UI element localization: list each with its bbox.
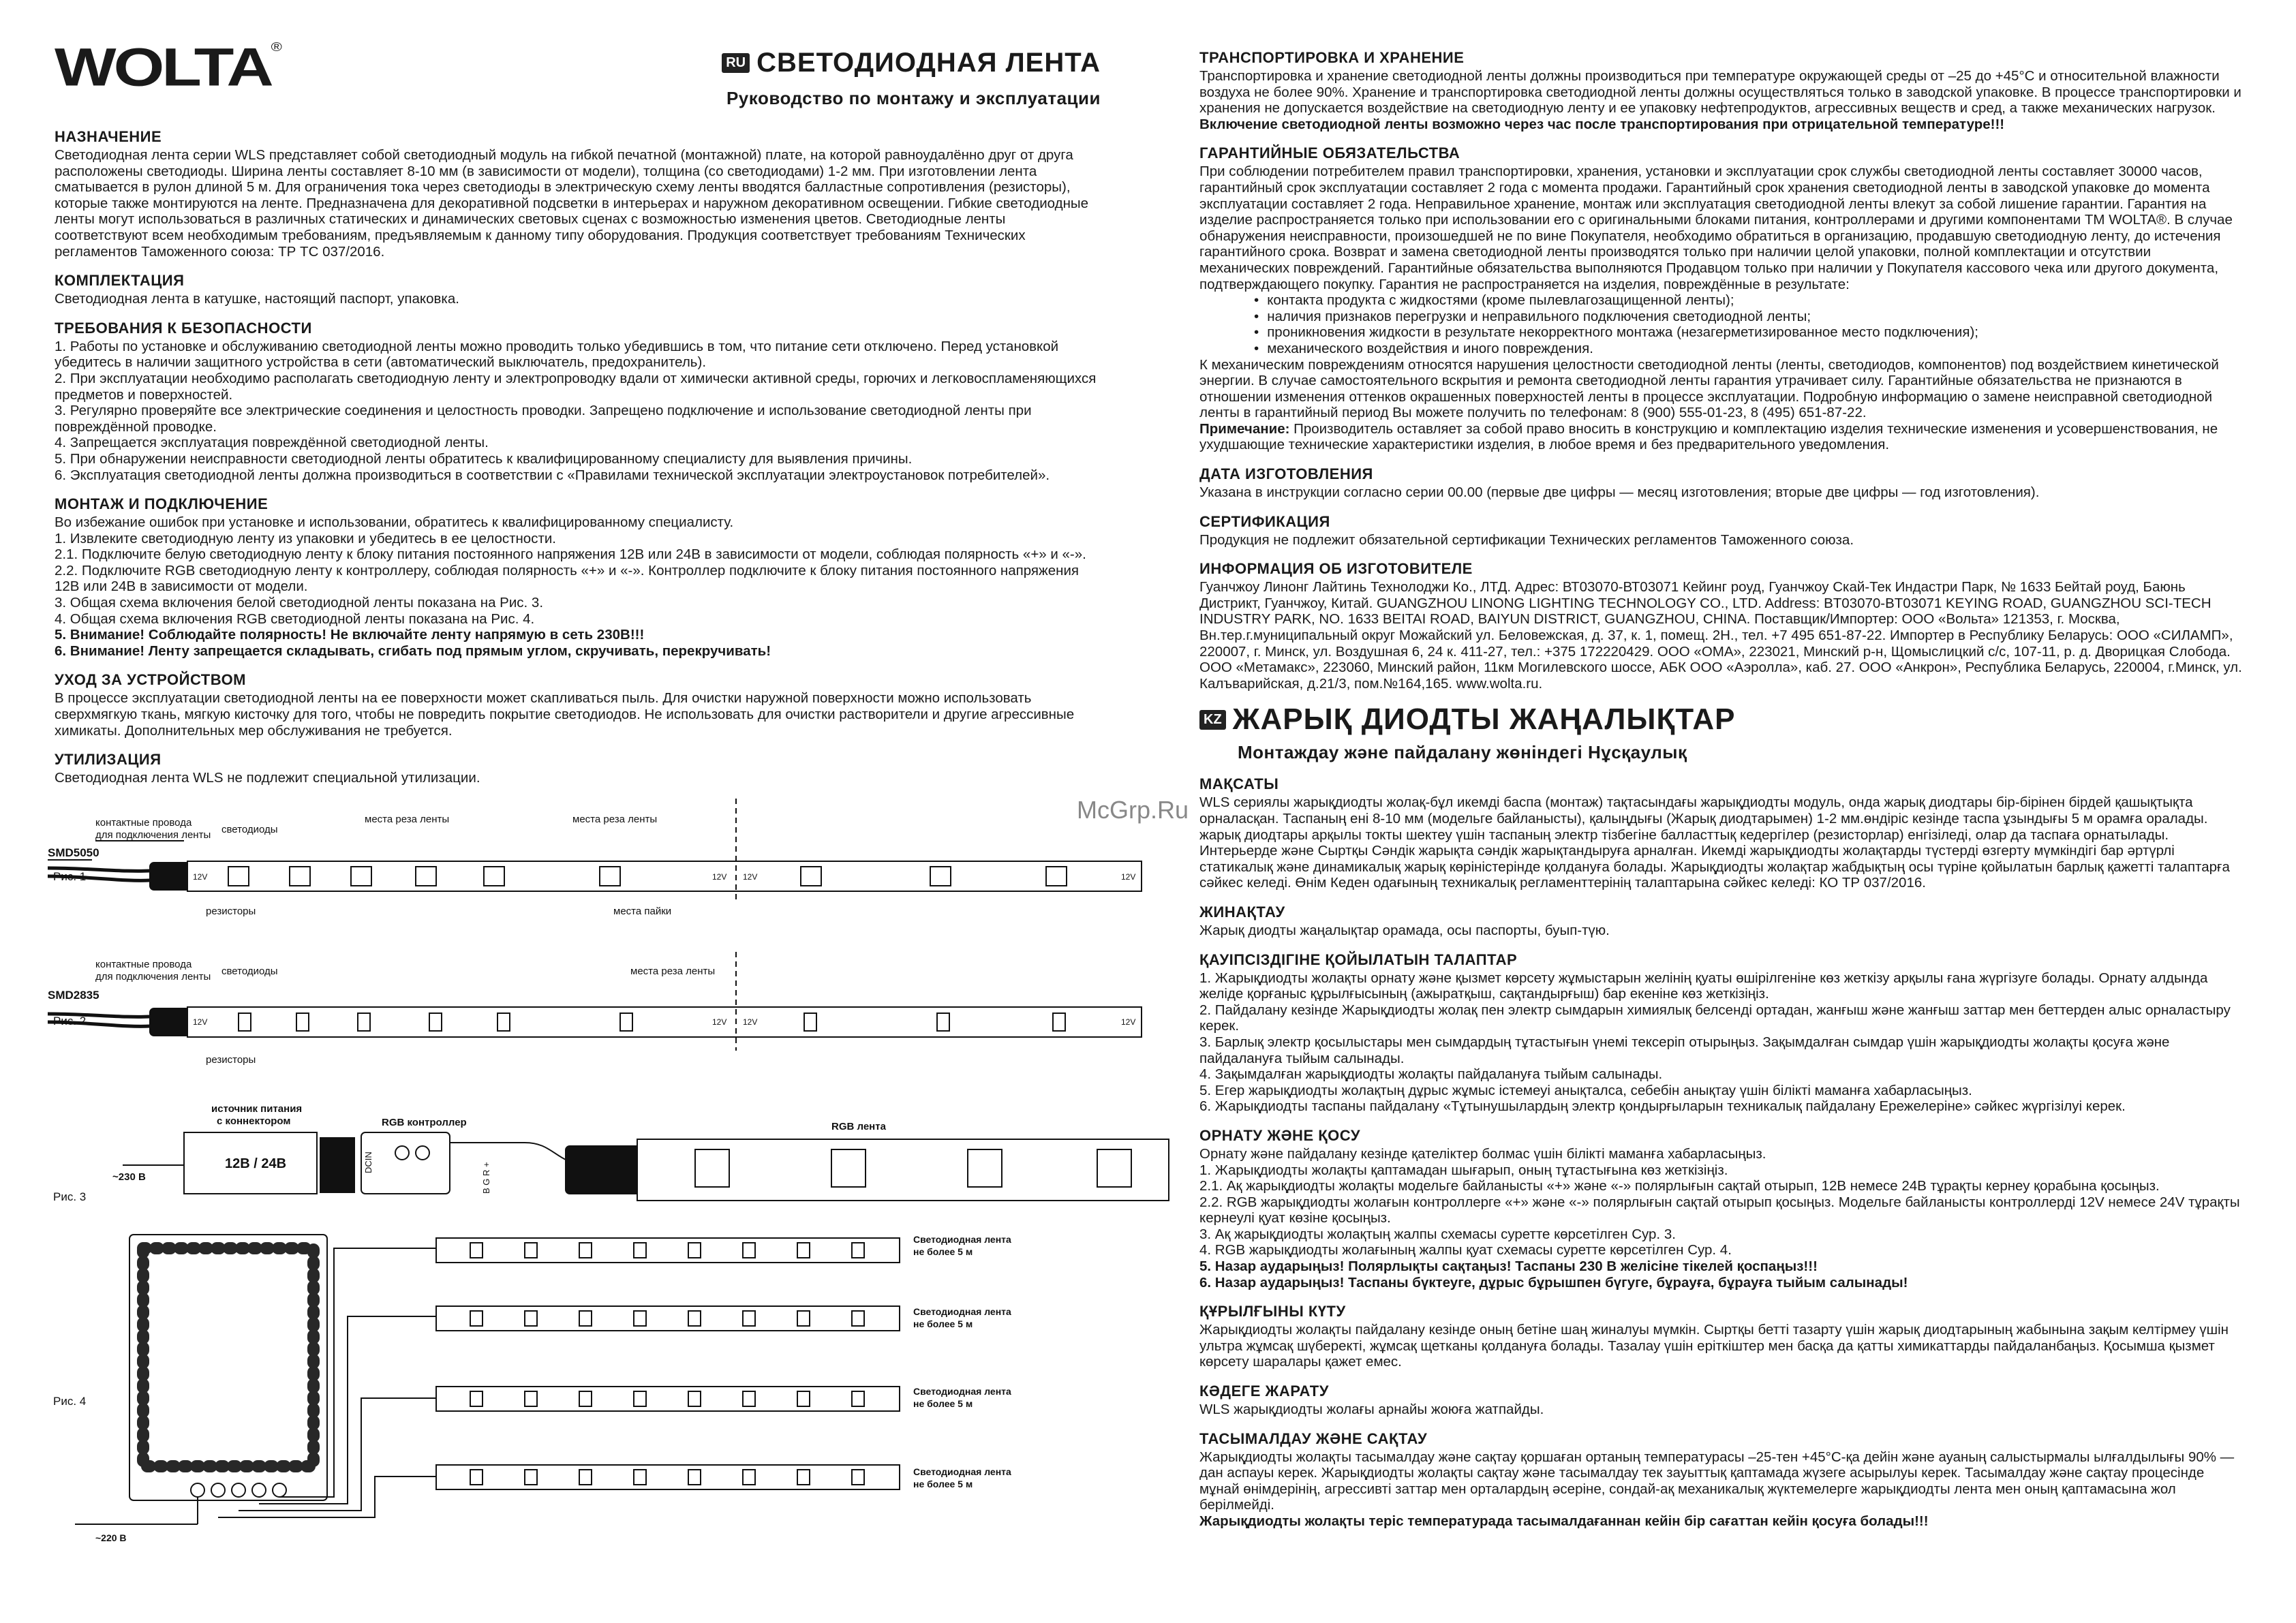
transport-text: Транспортировка и хранение светодиодной ленты должны производиться при температуре окружающей среды от –25 до +45°С и относительной влажности воздуха не более 90%. Хранение и транспортировка светодиодной ленты должны осуществляться только в заводской упаковке. В процессе транспортировки и хранения не допускается воздействие на светодиодную ленту и ее упаковку нефтепродуктов, агрессивных веществ и сред, а также механических нагрузок. — [1199, 68, 2241, 117]
mount-item: 4. Общая схема включения RGB светодиодной ленты показана на Рис. 4. — [55, 610, 535, 627]
ru-subtitle: Руководство по монтажу и эксплуатации — [726, 88, 1101, 108]
logo-text: WOLTA® — [55, 37, 282, 97]
ru-header — [722, 48, 1101, 109]
strip-label: Светодиодная лента — [913, 1466, 1011, 1477]
bgr-label: B G R + — [481, 1162, 491, 1194]
kz-safety-heading: ҚАУІПСІЗДІГІНЕ ҚОЙЫЛАТЫН ТАЛАПТАР — [1199, 950, 1518, 968]
safety-list — [55, 339, 1101, 483]
safety-item: 6. Эксплуатация светодиодной ленты должна производиться в соответствии с «Правилами технической эксплуатации электроустановок потребителей». — [55, 467, 1050, 483]
kit-text: Светодиодная лента в катушке, настоящий паспорт, упаковка. — [55, 291, 459, 307]
note-text: Производитель оставляет за собой право вносить в конструкцию и комплектацию изделия технические изменения и усовершенствования, не ухудшающие технические характеристики изделия, в любое время и без предварительного уведомления. — [1199, 420, 2218, 453]
warranty-heading: ГАРАНТИЙНЫЕ ОБЯЗАТЕЛЬСТВА — [1199, 144, 1460, 162]
safety-item: 4. Запрещается эксплуатация повреждённой светодиодной ленты. — [55, 435, 489, 451]
mount-item: 1. Жарықдиодты жолақты қаптамадан шығарып, оның тұтастығына көз жеткізіңіз. — [1199, 1162, 1728, 1178]
mount-item: 4. RGB жарықдиодты жолағының жалпы қуат схемасы суретте көрсетілген Сур. 4. — [1199, 1242, 1732, 1258]
safety-item: 4. Зақымдалған жарықдиодты жолақты пайдалануға тыйым салынады. — [1199, 1066, 1663, 1083]
safety-item: 5. При обнаружении неисправности светодиодной ленты обратитесь к квалифицированному специалисту для выявления причины. — [55, 450, 913, 467]
mount-item: 2.1. Ақ жарықдиодты жолақты модельге байланысты «+» және «-» полярлығын сақтай отырып, 12В немесе 24В тұрақты кернеу қорабына қосыңыз. — [1199, 1178, 2160, 1194]
list-item: • механического воздействия и иного повреждения. — [1254, 341, 2242, 357]
safety-item: 2. Пайдалану кезінде Жарықдиодты жолақ пен электр сымдарын химиялық белсенді ортадан, жанғыш және жанғыш заттар мен беттерден алыс орналастыру керек. — [1199, 1002, 2231, 1034]
fig3-rgb-wiring — [53, 1103, 1169, 1203]
kz-subtitle: Монтаждау және пайдалану жөніндегі Нұсқаулық — [1238, 742, 1687, 763]
fig2-strip-2835 — [48, 952, 1142, 1066]
purpose-heading: НАЗНАЧЕНИЕ — [55, 128, 162, 145]
strip-label: не более 5 м — [913, 1478, 973, 1489]
fig1-strip-5050 — [48, 799, 1142, 917]
brand-logo — [55, 37, 1101, 116]
kz-kit-heading: ЖИНАҚТАУ — [1199, 903, 1285, 921]
maker-heading: ИНФОРМАЦИЯ ОБ ИЗГОТОВИТЕЛЕ — [1199, 560, 1473, 578]
kz-transport-warning: Жарықдиодты жолақты теріс температурада тасымалдағаннан кейін бір сағаттан кейін қосуға болады!!! — [1199, 1513, 1929, 1529]
mount-item: 2.2. RGB жарықдиодты жолағын контроллерге «+» және «-» полярлығын сақтай отырып қосыңыз. Модельге байланысты контроллерді 12V немесе 24V тұрақты кернеулі қуат көзіне қосыңыз. — [1199, 1194, 2240, 1226]
cert-heading: СЕРТИФИКАЦИЯ — [1199, 512, 1330, 530]
ru-title: СВЕТОДИОДНАЯ ЛЕНТА — [756, 48, 1101, 78]
wires-label: для подключения ленты — [95, 829, 211, 841]
mount-warning: 5. Внимание! Соблюдайте полярность! Не включайте ленту напрямую в сеть 230В!!! — [55, 627, 645, 643]
strip-row — [436, 1465, 1011, 1489]
cut-label: места реза ленты — [572, 813, 658, 825]
care-heading: УХОД ЗА УСТРОЙСТВОМ — [55, 671, 247, 689]
cert-text: Продукция не подлежит обязательной сертификации Технических регламентов Таможенного союза. — [1199, 531, 1854, 548]
psu-label: источник питания — [211, 1102, 303, 1115]
safety-heading: ТРЕБОВАНИЯ К БЕЗОПАСНОСТИ — [55, 319, 312, 337]
transport-warning: Включение светодиодной ленты возможно через час после транспортирования при отрицательной температуре!!! — [1199, 116, 2005, 132]
purpose-text: Светодиодная лента серии WLS представляет собой светодиодный модуль на гибкой печатной (монтажной) плате, на которой равноудалённо друг от друга расположены светодиоды. Ширина ленты составляет 8-10 мм (в зависимости от модели), толщина (со светодиодами) 1-2 мм. При изготовлении лента сматывается в рулон длиной 5 м. Для ограничения тока через светодиоды в электрическую схему ленты вводятся балластные сопротивления (резисторы), которые также монтируются на ленте. Предназначена для декоративной подсветки в интерьерах и наружном декоративном освещении. Гибкие светодиодные ленты могут использоваться в различных статических и динамических световых сценах с возможностью изменения цветов. Светодиодные ленты соответствуют всем необходимым требованиям, предъявляемым к данному типу оборудования. Продукция соответствует требованиям Технических регламентов Таможенного союза: ТР ТС 037/2016. — [55, 147, 1089, 260]
kz-mount-heading: ОРНАТУ ЖӘНЕ ҚОСУ — [1199, 1126, 1361, 1144]
list-item: • проникновения жидкости в результате некорректного монтажа (незагерметизированное место подключения); — [1254, 324, 2242, 341]
mount-warning: 6. Внимание! Ленту запрещается складывать, сгибать под прямым углом, скручивать, перекручивать! — [55, 643, 771, 659]
mount-list — [55, 514, 1101, 659]
mount-item: 2.2. Подключите RGB светодиодную ленту к контроллеру, соблюдая полярность «+» и «-». Контроллер подключите к блоку питания постоянного напряжения 12В или 24В в зависимости от модели. — [55, 562, 1080, 595]
mount-item: 2.1. Подключите белую светодиодную ленту к блоку питания постоянного напряжения 12В или 24В в зависимости от модели, соблюдая полярность «+» и «-». — [55, 546, 1086, 563]
lang-badge-kz: KZ — [1199, 710, 1226, 730]
voltage-label: 12V — [1121, 1017, 1136, 1027]
kz-header — [1199, 702, 2242, 763]
fig2-label: Рис. 2 — [53, 1014, 87, 1027]
mount-item: 1. Извлеките светодиодную ленту из упаковки и убедитесь в ее целостности. — [55, 530, 556, 546]
mount-item: Орнату және пайдалану кезінде қателіктер болмас үшін білікті маманға хабарласыңыз. — [1199, 1145, 1766, 1162]
voltage-label: 12V — [193, 1017, 208, 1027]
disposal-heading: УТИЛИЗАЦИЯ — [55, 751, 162, 769]
transport-heading: ТРАНСПОРТИРОВКА И ХРАНЕНИЕ — [1199, 49, 1465, 66]
safety-item: 2. При эксплуатации необходимо располагать светодиодную ленту и электропроводку вдали от химически активной среды, горючих и легковоспламеняющихся предметов и поверхностей. — [55, 370, 1097, 403]
warranty-exclusions — [1199, 292, 2242, 356]
note-label: Примечание: — [1199, 420, 1290, 437]
disposal-text: Светодиодная лента WLS не подлежит специальной утилизации. — [55, 770, 480, 786]
kz-care-heading: ҚҰРЫЛҒЫНЫ КҮТУ — [1199, 1303, 1346, 1320]
mount-warning: 6. Назар аударыңыз! Таспаны бүктеуге, дұрыс бұрышпен бүгуге, бұрауға, бұрауға тыйым салынады! — [1199, 1274, 1908, 1290]
date-heading: ДАТА ИЗГОТОВЛЕНИЯ — [1199, 465, 1373, 483]
strip-label: Светодиодная лента — [913, 1305, 1011, 1317]
list-item: • контакта продукта с жидкостями (кроме пылевлагозащищенной ленты); — [1254, 292, 2242, 309]
kz-care-text: Жарықдиодты жолақты пайдалану кезінде оның бетіне шаң жиналуы мүмкін. Сыртқы бетті тазарту үшін жарық диодтарының жабынына зақым келтірмеу үшін ультра жұмсақ шүберекті, жұмсақ щетканы қолдануға болады. Тазалау үшін еріткіштер мен басқа да қатты химикаттарды пайдаланбаңыз. Қосымша қызмет көрсету шаралары қажет емес. — [1199, 1322, 2229, 1370]
kz-mount-list — [1199, 1146, 2242, 1290]
fig3-label: Рис. 3 — [53, 1190, 87, 1203]
lang-badge-ru: RU — [722, 53, 750, 73]
list-item: • наличия признаков перегрузки и неправильного подключения светодиодной ленты; — [1254, 309, 2242, 325]
note-paragraph — [1199, 421, 2242, 453]
rgb-strip-label: RGB лента — [831, 1120, 886, 1132]
ac-label: ~220 В — [95, 1532, 127, 1543]
maker-text: Гуанчжоу Линонг Лайтинь Технолоджи Ко., ЛТД. Адрес: ВТ03070-ВТ03071 Кейинг роуд, Гуанчжоу Скай-Тек Индастри Парк, № 1633 Бейтай роуд, Баюнь Дистрикт, Гуанчжоу, Китай. GUANGZHOU LINONG LIGHTING TECHNOLOGY CO., LTD. Address: BT03070-BT03071 KEYING ROAD, GUANGZHOU SCI-TECH INDUSTRY PARK, NO. 1633 BEITAI ROAD, BAIYUN DISTRICT, GUANGZHOU, CHINA. Поставщик/Импортер: ООО «Вольта» 121353, г. Москва, Вн.тер.г.муниципальный округ Можайский ул. Беловежская, д. 37, к. 1, помещ. 2Н., тел. +7 495 651-87-22. Импортер в Республику Беларусь: ООО «СИЛАМП», 220007, г. Минск, ул. Воздушная 6, 24 к. 411-27, тел.: +375 172220429. ООО «ОМА», 223021, Минский р-н, Щомыслицкий с/с, 107-11, р. д. Дворицкая Слобода. ООО «Метамакс», 223060, Минский район, 11км Могилевского шоссе, АБК ООО «Аэролла», каб. 27. ООО «Анкрон», Республика Беларусь, 220004, г.Минск, ул. Калъварийская, д.21/3, пом.№164,165. www.wolta.ru. — [1199, 579, 2242, 692]
leds-label: светодиоды — [221, 965, 278, 977]
kz-purpose-text: WLS сериялы жарықдиодты жолақ-бұл икемді баспа (монтаж) тақтасындағы жарықдиодты модуль, онда жарық диодтары бір-бірінен бірдей қашықтықта орналасқан. Таспаның ені 8-10 мм (модельге байланысты), қалыңдығы (Жарық диодтарымен) 1-2 мм.өндіріс кезінде таспа ұзындығы 5 м орамға оралады. жарық диодтары арқылы токты шектеу үшін таспаның электр тізбегіне балласттық кедергілер (резисторлар) енгізіледі, олар да таспаға орнатылады. Интерьерде және Сыртқы Сәндік жарықта сәндік жарықтандыруға арналған. Икемді жарықдиодты жолақтарды түстерді өзгерту мүмкіндігі бар әртүрлі статикалық және динамикалық жарық көріністерінде қолдануға болады. Жарықдиодты жолақтар жабдықтың осы түріне қойылатын барлық қажетті талаптарға сәйкес келеді. Өнім Кеден одағының техникалық регламенттерінің талаптарына сәйкес келеді: КО ТР 037/2016. — [1199, 794, 2230, 891]
smd5050-label: SMD5050 — [48, 846, 100, 859]
mount-item: Во избежание ошибок при установке и использовании, обратитесь к квалифицированному специалисту. — [55, 514, 734, 531]
right-column — [1199, 49, 2242, 1530]
wires-label: для подключения ленты — [95, 970, 211, 983]
voltage-label: 12V — [712, 1017, 727, 1027]
strip-label: не более 5 м — [913, 1246, 973, 1257]
strip-label: не более 5 м — [913, 1318, 973, 1329]
resistors-label: резисторы — [206, 1053, 256, 1066]
voltage-label: 12V — [743, 871, 758, 882]
fig4-parallel-wiring — [53, 1234, 1011, 1543]
kz-disposal-text: WLS жарықдиодты жолағы арнайы жоюға жатпайды. — [1199, 1402, 1544, 1418]
fig1-label: Рис. 1 — [53, 869, 87, 883]
voltage-label: 12V — [193, 871, 208, 882]
voltage-label: 12V — [1121, 871, 1136, 882]
solder-label: места пайки — [613, 905, 672, 917]
resistors-label: резисторы — [206, 905, 256, 917]
kz-title: ЖАРЫҚ ДИОДТЫ ЖАҢАЛЫҚТАР — [1232, 702, 1736, 737]
controller-label: RGB контроллер — [382, 1116, 467, 1128]
safety-item: 1. Жарықдиодты жолақты орнату және қызмет көрсету жұмыстарын желінің қуаты өшірілгеніне көз жеткізу арқылы ғана жүргізуге болады. Орнату алдында желіде қорғаныс құрылғысының (ажыратқыш, сақтандырғыш) бар екеніне көз жеткізіңіз. — [1199, 970, 2208, 1002]
safety-item: 1. Работы по установке и обслуживанию светодиодной ленты можно проводить только убедившись в том, что питание сети отключено. Перед установкой убедитесь в наличии защитного устройства в сети (автоматический выключатель, предохранитель). — [55, 338, 1059, 371]
warranty-text: При соблюдении потребителем правил транспортировки, хранения, установки и эксплуатации срок службы светодиодной ленты составляет 30000 часов, гарантийный срок эксплуатации составляет 2 года с момента продажи. Гарантийный срок хранения светодиодной ленты в заводской упаковке до момента эксплуатации составляет 2 года. Неправильное хранение, монтаж или эксплуатация светодиодной ленты влекут за собой лишение гарантии. Гарантия на изделие распространяется только при использовании его с оригинальными блоками питания, контроллерами и другими компонентами ТМ WOLTA®. В случае обнаружения неисправности, произошедшей не по вине Покупателя, необходимо обратиться в организацию, продавшую светодиодную ленту, до истечения гарантийного срока. Возврат и замена светодиодной ленты производятся только при наличии целой упаковки, полной комплектации и отсутствии механических повреждений. Гарантийные обязательства выполняются Продавцом только при наличии у Покупателя кассового чека или другого документа, подтверждающего покупку. Гарантия не распространяется на изделия, повреждённые в результате: — [1199, 164, 2233, 292]
kz-kit-text: Жарық диодты жаңалықтар орамада, осы паспорты, буып-түю. — [1199, 922, 1610, 938]
warranty-text-2: К механическим повреждениям относятся нарушения целостности светодиодной ленты (ленты, светодиодов, компонентов) под воздействием кинетической энергии. В случае самостоятельного вскрытия и ремонта светодиодной ленты гарантия утрачивает силу. Гарантийные обязательства не признаются в отношении изменения оттенков окрашенных поверхностей ленты в процессе эксплуатации. Подробную информацию о замене неисправной светодиодной ленты в гарантийный период Вы можете получить по телефонам: 8 (900) 555-01-23, 8 (495) 651-87-22. — [1199, 356, 2219, 421]
safety-item: 6. Жарықдиодты таспаны пайдалану «Тұтынушылардың электр қондырғыларын техникалық пайдалану Ережелеріне» сәйкес жүргізілуі керек. — [1199, 1098, 2126, 1115]
ac-label: ~230 В — [112, 1171, 146, 1183]
voltage-label: 12V — [743, 1017, 758, 1027]
cut-label: места реза ленты — [630, 965, 716, 977]
psu-label: с коннектором — [217, 1115, 291, 1127]
mount-heading: МОНТАЖ И ПОДКЛЮЧЕНИЕ — [55, 495, 269, 513]
kit-heading: КОМПЛЕКТАЦИЯ — [55, 272, 185, 290]
kz-transport-heading: ТАСЫМАЛДАУ ЖӘНЕ САҚТАУ — [1199, 1429, 1428, 1447]
fig4-label: Рис. 4 — [53, 1394, 87, 1408]
date-text: Указана в инструкции согласно серии 00.00 (первые две цифры — месяц изготовления; вторые две цифры — год изготовления). — [1199, 484, 2040, 501]
safety-item: 3. Барлық электр қосылыстары мен сымдардың тұтастығын үнемі тексеріп отырыңыз. Зақымдалған сымдар үшін жарықдиодты жолақты қосуға және пайдалануға тыйым салынады. — [1199, 1034, 2170, 1066]
safety-item: 3. Регулярно проверяйте все электрические соединения и целостность проводки. Запрещено подключение и использование светодиодной ленты при повреждённой проводке. — [55, 403, 1032, 435]
psu-voltage: 12В / 24В — [225, 1156, 287, 1171]
mount-warning: 5. Назар аударыңыз! Полярлықты сақтаңыз! Таспаны 230 В желісіне тікелей қоспаңыз!!! — [1199, 1258, 1818, 1275]
strip-label: Светодиодная лента — [913, 1233, 1011, 1245]
safety-item: 5. Егер жарықдиодты жолақтың дұрыс жұмыс істемеуі анықталса, себебін анықтау үшін білікті маманға хабарласыңыз. — [1199, 1082, 1972, 1098]
strip-label: Светодиодная лента — [913, 1385, 1011, 1397]
strip-row — [436, 1234, 1011, 1263]
wires-label: контактные провода — [95, 958, 192, 970]
cut-label: места реза ленты — [365, 813, 450, 825]
kz-safety-list — [1199, 970, 2242, 1115]
smd2835-label: SMD2835 — [48, 988, 100, 1002]
wires-label: контактные провода — [95, 816, 192, 829]
strip-row — [436, 1306, 1011, 1331]
watermark: McGrp.Ru — [1077, 796, 1189, 824]
strip-label: не более 5 м — [913, 1397, 973, 1409]
kz-transport-text: Жарықдиодты жолақты тасымалдау және сақтау қоршаған ортаның температурасы –25-тен +45°С-қа дейін және ауаның салыстырмалы ылғалдылығы 90% — дан аспауы керек. Жарықдиодты жолақты сақтау және тасымалдау тек зауыттық қаптамада жүзеге асырылуы керек. Тасымалдау және сақтау процесінде мұнай өнімдерінің, агрессивті заттар мен орталардың әсеріне, сондай-ақ механикалық жүктемелерге жарықдиодты лента мен оның қаптамасына жол берілмейді. — [1199, 1449, 2235, 1513]
kz-purpose-heading: МАҚСАТЫ — [1199, 775, 1279, 793]
leds-label: светодиоды — [221, 823, 278, 835]
mount-item: 3. Общая схема включения белой светодиодной ленты показана на Рис. 3. — [55, 595, 544, 611]
dcin-label: DCIN — [363, 1151, 373, 1173]
strip-row — [436, 1386, 1011, 1411]
voltage-label: 12V — [712, 871, 727, 882]
care-text: В процессе эксплуатации светодиодной ленты на ее поверхности может скапливаться пыль. Для очистки наружной поверхности можно использовать сверхмягкую ткань, мягкую кисточку для того, чтобы не повредить покрытие светодиодов. Не использовать для очистки растворители и другие агрессивные химикаты. Дополнительных мер обслуживания не требуется. — [55, 690, 1075, 739]
mount-item: 3. Ақ жарықдиодты жолақтың жалпы схемасы суретте көрсетілген Сур. 3. — [1199, 1226, 1676, 1242]
kz-disposal-heading: КӘДЕГЕ ЖАРАТУ — [1199, 1382, 1329, 1400]
